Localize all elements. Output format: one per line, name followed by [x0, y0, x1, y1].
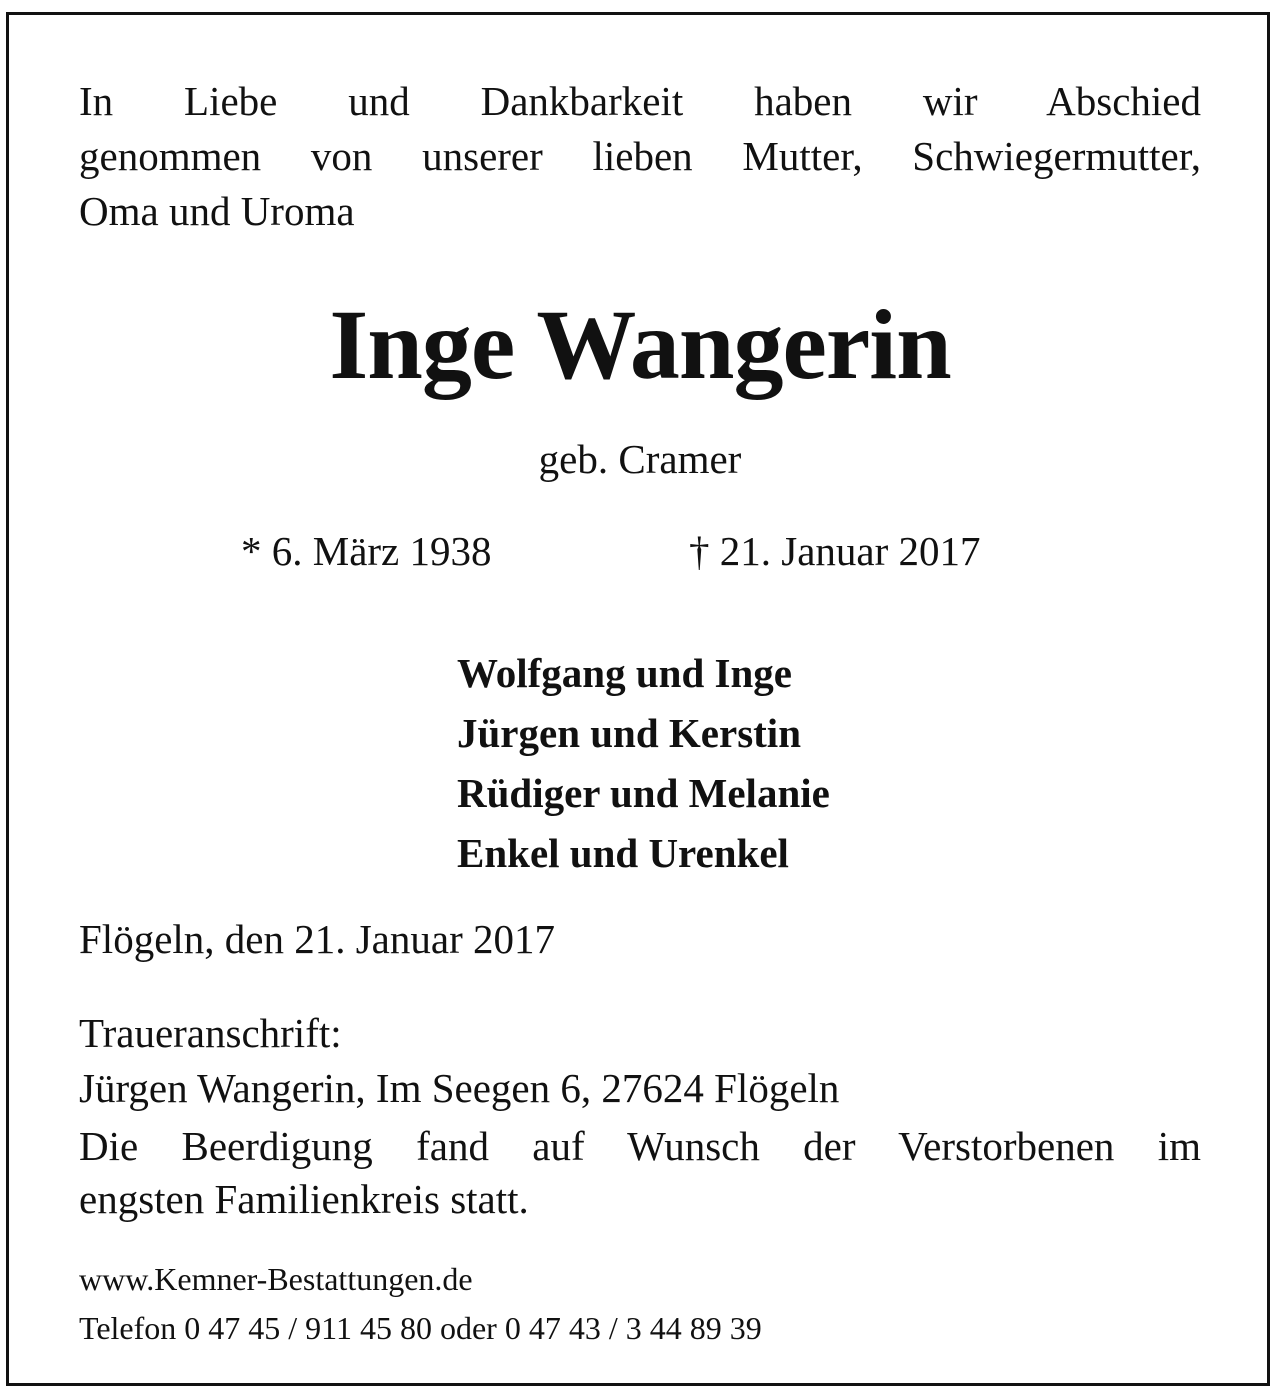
deceased-name: Inge Wangerin — [329, 289, 951, 400]
funeral-line: engsten Familienkreis statt. — [79, 1176, 529, 1222]
family-member: Wolfgang und Inge — [457, 650, 792, 696]
family-member: Enkel und Urenkel — [457, 830, 789, 876]
place-date: Flögeln, den 21. Januar 2017 — [79, 916, 555, 962]
footer — [79, 1255, 1201, 1353]
mourning-address — [79, 1006, 1201, 1116]
funeral-line: Die Beerdigung fand auf Wunsch der Verstorbenen im — [79, 1123, 1201, 1169]
family-member: Rüdiger und Melanie — [457, 770, 830, 816]
death-date: † 21. Januar 2017 — [689, 528, 981, 574]
phone-number: Telefon 0 47 45 / 911 45 80 oder 0 47 43 / 3 44 89 39 — [79, 1310, 762, 1346]
intro-line: In Liebe und Dankbarkeit haben wir Abschied — [79, 78, 1201, 124]
maiden-name: geb. Cramer — [538, 436, 742, 482]
intro-text — [79, 74, 1201, 239]
family-list — [457, 643, 830, 883]
address-value: Jürgen Wangerin, Im Seegen 6, 27624 Flögeln — [79, 1065, 840, 1111]
address-label: Traueranschrift: — [79, 1010, 342, 1056]
website-link[interactable]: www.Kemner-Bestattungen.de — [79, 1261, 473, 1297]
birth-date: * 6. März 1938 — [241, 528, 492, 574]
family-member: Jürgen und Kerstin — [457, 710, 801, 756]
funeral-note — [79, 1120, 1201, 1226]
intro-line: Oma und Uroma — [79, 188, 355, 234]
intro-line: genommen von unserer lieben Mutter, Schwiegermutter, — [79, 133, 1201, 179]
